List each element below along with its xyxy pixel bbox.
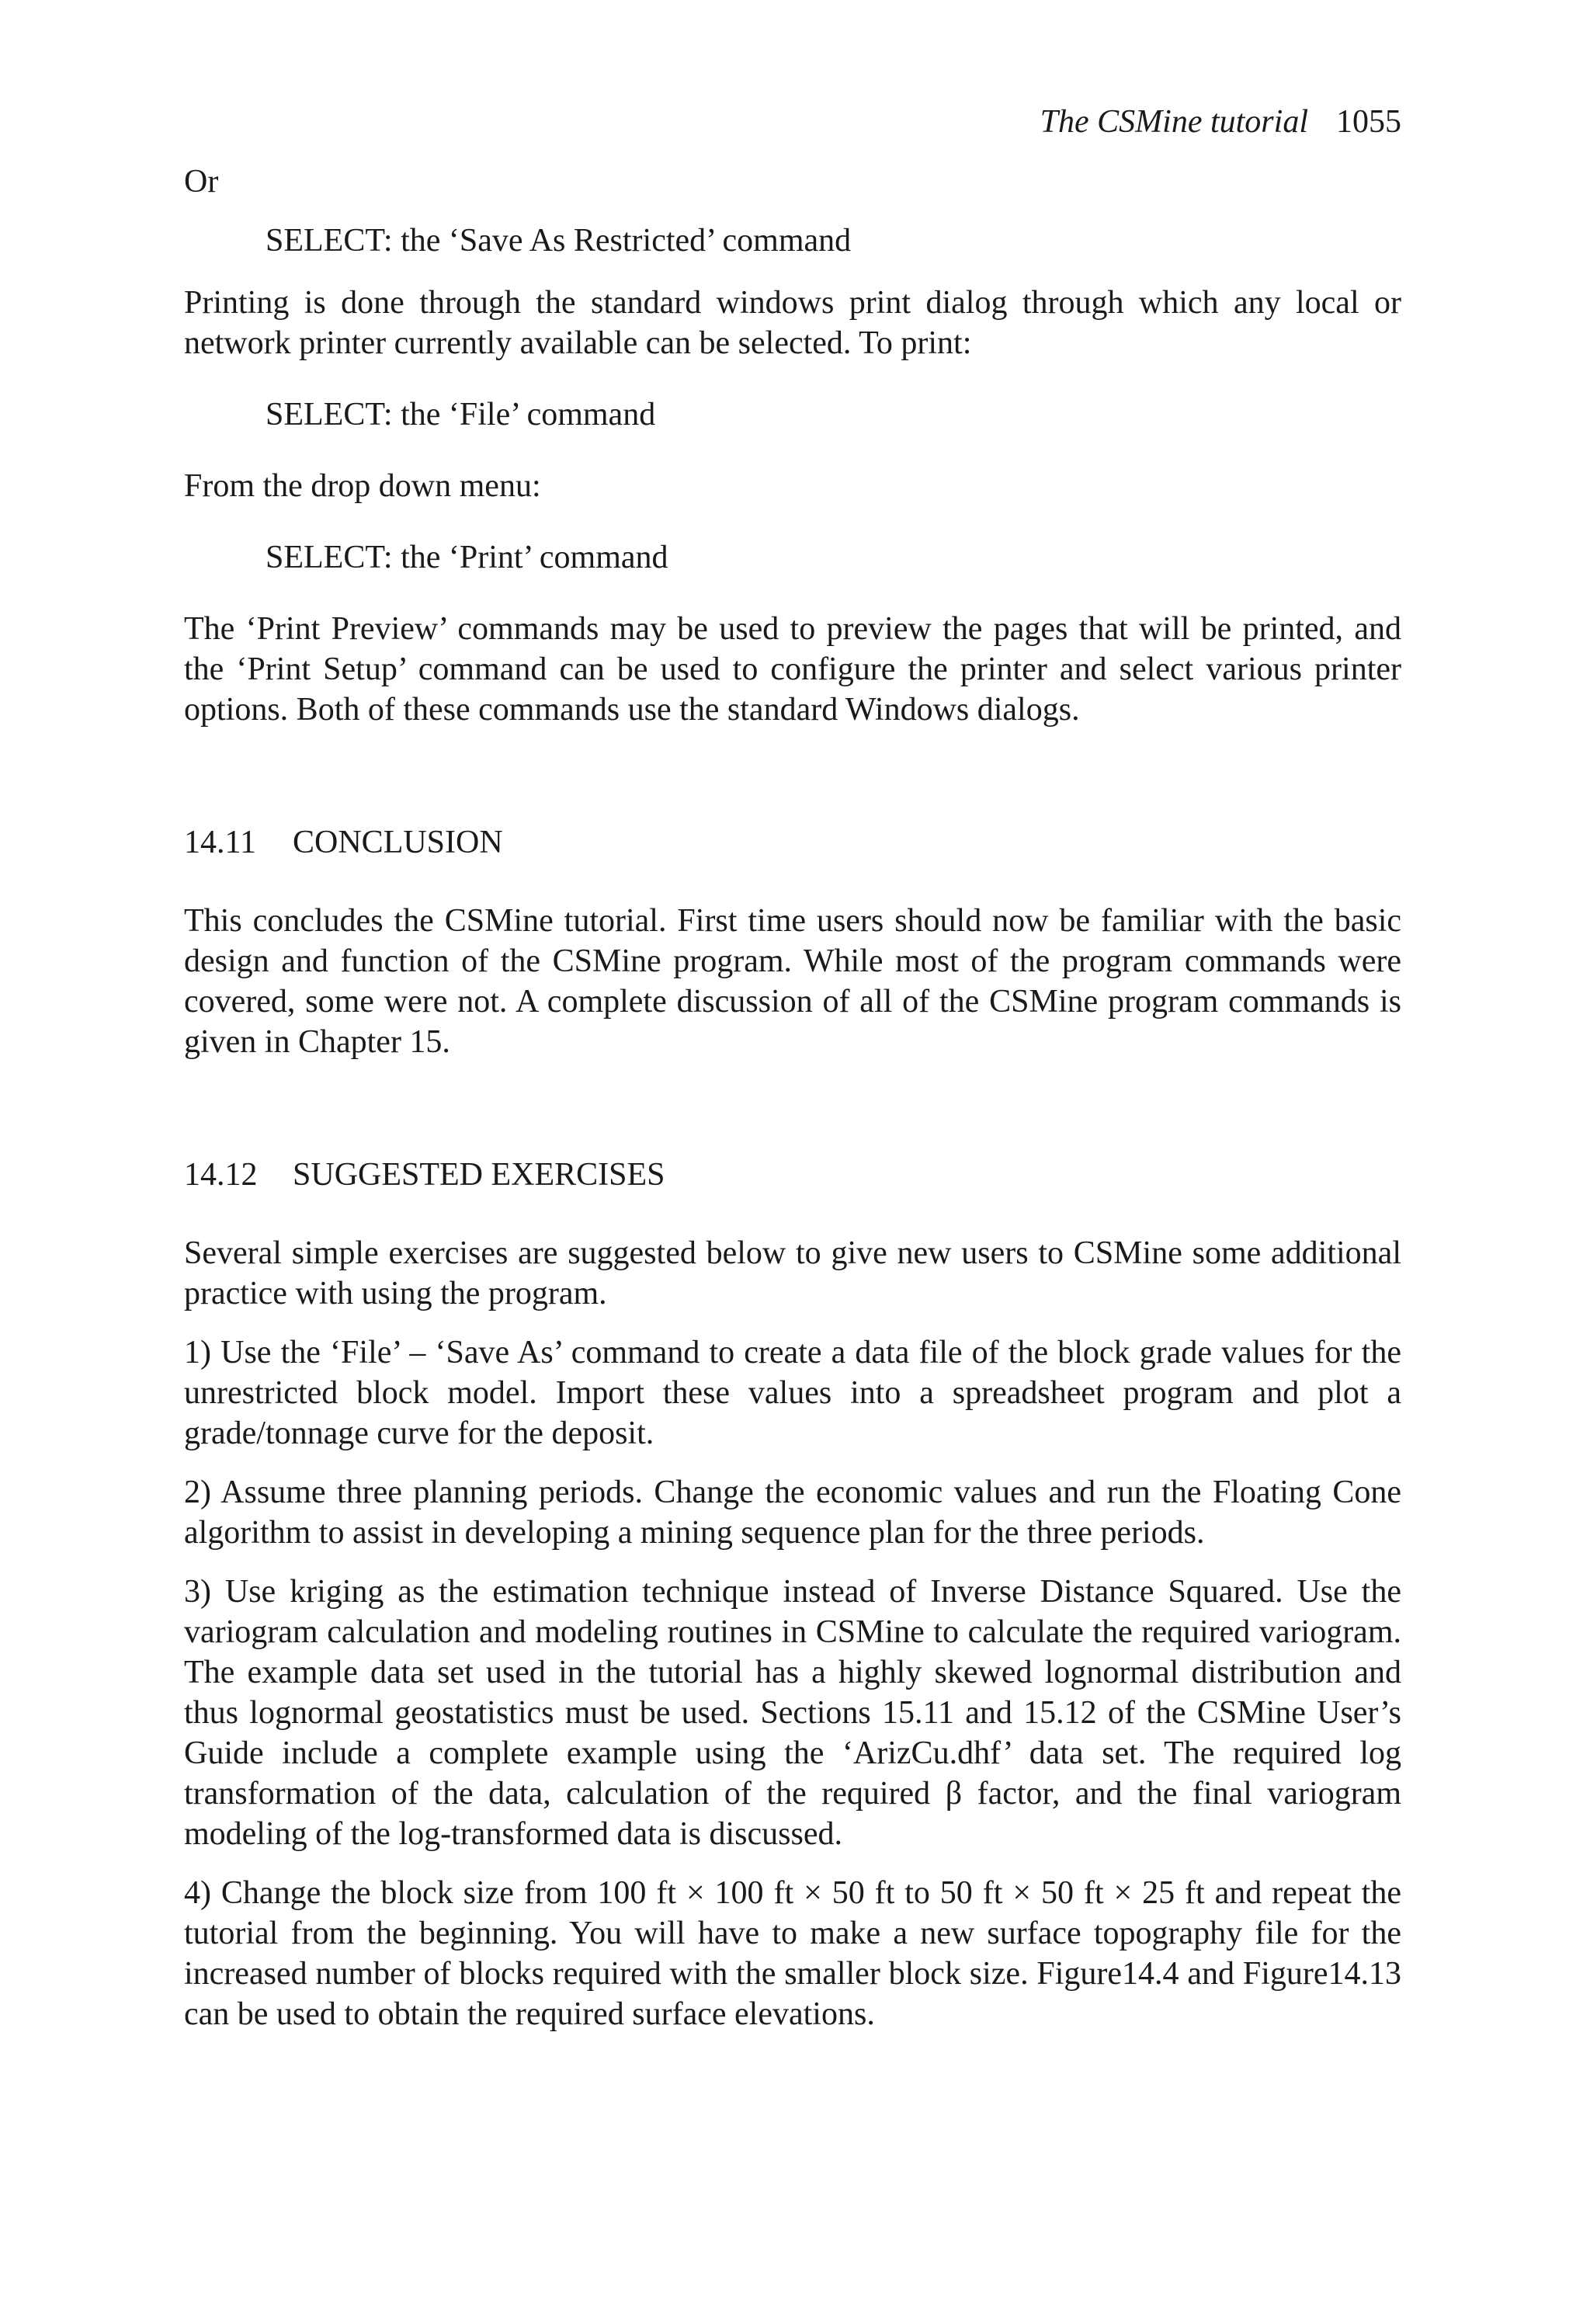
- or-line: Or: [184, 164, 219, 200]
- exercise-item: 3) Use kriging as the estimation technique instead of Inverse Distance Squared. Use the variogram calculation and modeling routines in CSMine to calculate the required variogram. The example data set used in the tutorial has a highly skewed lognormal distribution and thus lognormal geostatistics must be used. Sections 15.11 and 15.12 of the CSMine User’s Guide include a complete example using the ‘ArizCu.dhf’ data set. The required log transformation of the data, calculation of the required β factor, and the final variogram modeling of the log-transformed data is discussed.: [184, 1574, 1401, 1852]
- command-file: SELECT: the ‘File’ command: [266, 397, 656, 432]
- print-preview-paragraph: The ‘Print Preview’ commands may be used to preview the pages that will be printed, and the ‘Print Setup’ command can be used to configure the printer and select various printer options. Both of these commands use the standard Windows dialogs.: [184, 611, 1401, 728]
- section-title: CONCLUSION: [293, 825, 503, 860]
- exercise-item: 1) Use the ‘File’ – ‘Save As’ command to create a data file of the block grade values for the unrestricted block model. Import these values into a spreadsheet program and plot a grade/tonnage curve for the deposit.: [184, 1335, 1401, 1451]
- section-title: SUGGESTED EXERCISES: [293, 1157, 665, 1193]
- section-heading-conclusion: [184, 822, 1401, 863]
- conclusion-paragraph: This concludes the CSMine tutorial. First time users should now be familiar with the basic design and function of the CSMine program. While most of the program commands were covered, some were not. A complete discussion of all of the CSMine program commands is given in Chapter 15.: [184, 903, 1401, 1060]
- exercise-item: 4) Change the block size from 100 ft × 100 ft × 50 ft to 50 ft × 50 ft × 25 ft and repeat the tutorial from the beginning. You will have to make a new surface topography file for the increased number of blocks required with the smaller block size. Figure14.4 and Figure14.13 can be used to obtain the required surface elevations.: [184, 1875, 1401, 2032]
- section-heading-exercises: [184, 1154, 1401, 1196]
- exercises-intro: Several simple exercises are suggested below to give new users to CSMine some additional practice with using the program.: [184, 1235, 1401, 1311]
- page: [184, 101, 1401, 2053]
- command-save-restricted: SELECT: the ‘Save As Restricted’ command: [266, 223, 852, 259]
- printing-paragraph: Printing is done through the standard windows print dialog through which any local or network printer currently available can be selected. To print:: [184, 285, 1401, 361]
- page-number: 1055: [1336, 104, 1401, 140]
- section-number: 14.12: [184, 1157, 258, 1193]
- running-head: [184, 101, 1401, 143]
- command-print: SELECT: the ‘Print’ command: [266, 540, 668, 575]
- running-title: The CSMine tutorial: [1040, 104, 1308, 140]
- section-number: 14.11: [184, 825, 256, 860]
- exercise-item: 2) Assume three planning periods. Change the economic values and run the Floating Cone algorithm to assist in developing a mining sequence plan for the three periods.: [184, 1475, 1401, 1551]
- dropdown-line: From the drop down menu:: [184, 468, 541, 504]
